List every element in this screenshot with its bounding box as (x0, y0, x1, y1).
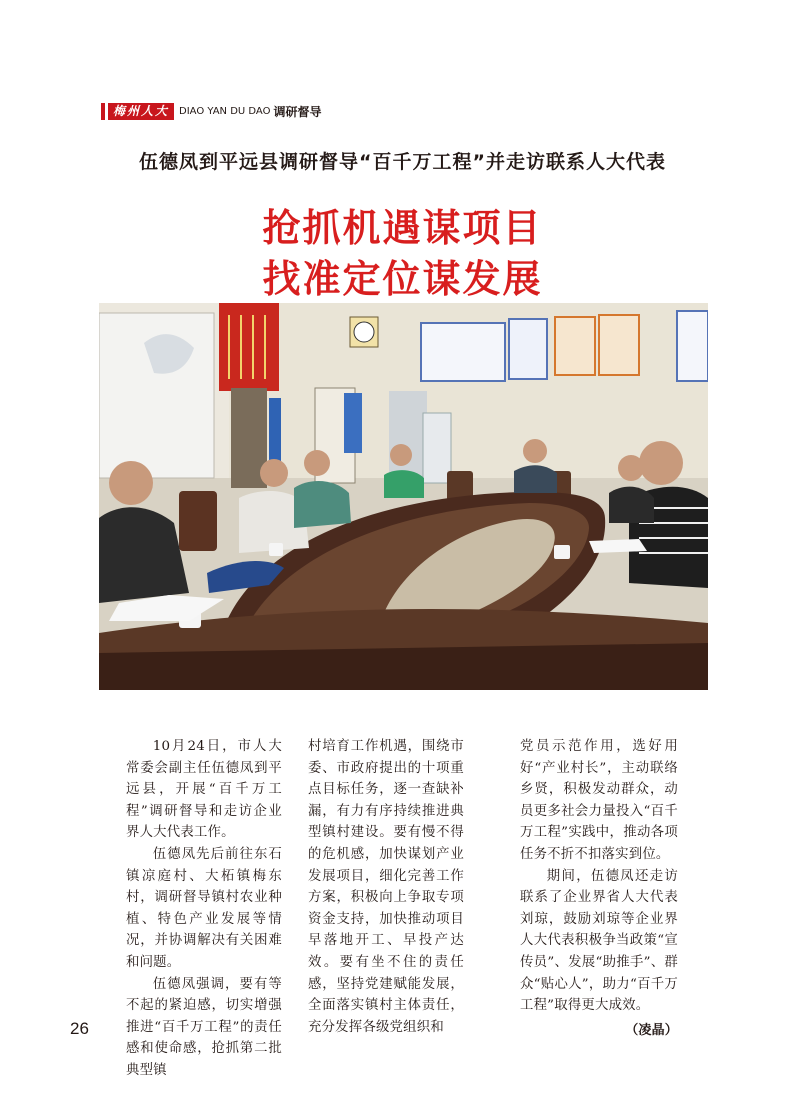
section-name-chinese: 调研督导 (273, 105, 322, 119)
article-subtitle: 伍德凤到平远县调研督导“百千万工程”并走访联系人大代表 (139, 151, 666, 173)
header-accent-bar (101, 103, 105, 120)
paragraph: 村培育工作机遇，围绕市委、市政府提出的十项重点目标任务，逐一查缺补漏，有力有序持续推进典型镇村建设。要有慢不得的危机感，加快谋划产业发展项目，细化完善工作方案，积极向上争取专项资金支持，加快推动项目早落地开工、早投产达效。要有坐不住的责任感，坚持党建赋能发展，全面落实镇村主体责任，充分发挥各级党组织和 (308, 739, 464, 1035)
article-title-line-2: 找准定位谋发展 (262, 256, 543, 301)
section-name-english: DIAO YAN DU DAO (179, 106, 271, 117)
paragraph: 伍德凤强调，要有等不起的紧迫感，切实增强推进“百千万工程”的责任感和使命感，抢抓第二批典型镇 (126, 976, 282, 1078)
paragraph: 10月24日，市人大常委会副主任伍德凤到平远县，开展“百千万工程”调研督导和走访企业界人大代表工作。 (126, 739, 282, 841)
magazine-brand: 梅州人大 (108, 103, 174, 120)
article-column-3 (520, 736, 678, 1041)
paragraph: 伍德凤先后前往东石镇凉庭村、大柘镇梅东村，调研督导镇村农业种植、特色产业发展等情况，并协调解决有关困难和问题。 (126, 846, 282, 970)
paragraph: 党员示范作用，选好用好“产业村长”，主动联络乡贤，积极发动群众，动员更多社会力量投入“百千万工程”实践中，推动各项任务不折不扣落实到位。 (520, 739, 678, 862)
article-title-line-1: 抢抓机遇谋项目 (262, 205, 543, 250)
article-column-1 (126, 736, 282, 1082)
author-credit: （凌晶） (625, 1022, 678, 1038)
page-number: 26 (70, 1019, 89, 1038)
article-column-2 (308, 736, 464, 1038)
meeting-photo (99, 303, 708, 690)
paragraph: 期间，伍德凤还走访联系了企业界省人大代表刘琼，鼓励刘琼等企业界人大代表积极争当政策“宣传员”、发展“助推手”、群众“贴心人”，助力“百千万工程”取得更大成效。 (520, 868, 678, 1014)
section-header (101, 103, 322, 120)
